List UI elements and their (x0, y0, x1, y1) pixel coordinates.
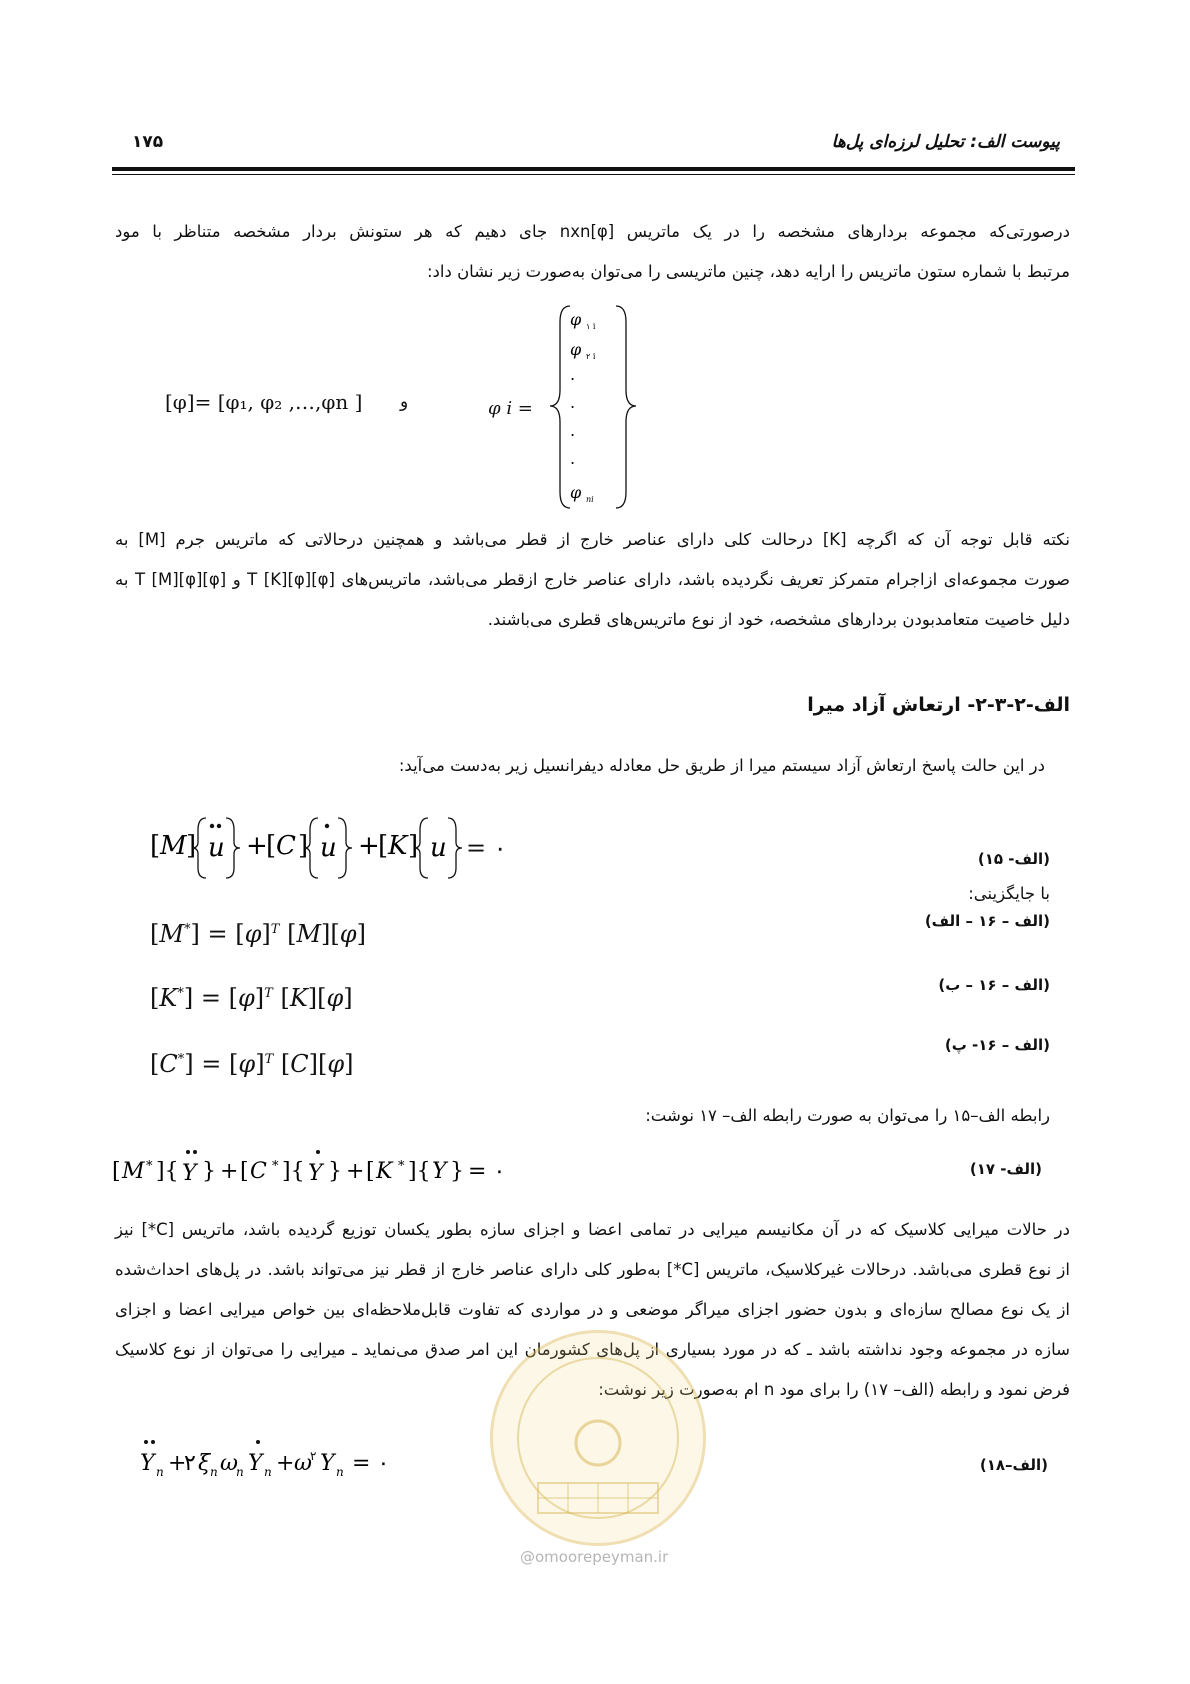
transition-text: رابطه الف–۱۵ را می‌توان به صورت رابطه الف– ۱۷ نوشت: (645, 1106, 1050, 1125)
paragraph-line: از یک نوع مصالح سازه‌ای و بدون حضور اجزای میراگر موضعی و در مواردی که تفاوت قابل‌ملاحظه‌ای بین خواص میرایی اعضا و اجزای (115, 1300, 1070, 1319)
equation-15 (150, 808, 480, 884)
svg-text:Y: Y (320, 1451, 335, 1476)
substitution-label: با جایگزینی: (968, 884, 1050, 903)
svg-text:Y: Y (432, 1159, 447, 1184)
paragraph-line: فرض نمود و رابطه (الف– ۱۷) را برای مود n ام به‌صورت زیر نوشت: (598, 1380, 1070, 1399)
paragraph-line: درصورتی‌که مجموعه بردارهای مشخصه را در یک ماتریس [φ]nxn جای دهیم که هر ستونش بردار مشخصه متناظر با مود (115, 222, 1070, 241)
svg-text:]: ] (186, 831, 197, 861)
equation-16a: $[M^*] = [\varphi]^T$ [M][φ] (150, 920, 366, 948)
svg-text:۲: ۲ (184, 1451, 196, 1476)
svg-text:+: + (346, 1159, 365, 1184)
svg-text:+: + (168, 1451, 187, 1476)
vector-entry: φ (570, 340, 582, 359)
equation-number: (الف – ۱۶ – الف) (924, 912, 1050, 930)
paragraph-diagonal-note (115, 520, 1070, 640)
svg-text:u: u (208, 833, 225, 863)
svg-text:ξ: ξ (198, 1451, 211, 1476)
svg-text:[: [ (112, 1159, 121, 1184)
svg-text:[: [ (366, 1159, 375, 1184)
svg-text:*: * (272, 1159, 279, 1174)
paragraph-line: مرتبط با شماره ستون ماتریس را ارایه دهد، چنین ماتریسی را می‌توان به‌صورت زیر نشان داد: (426, 262, 1070, 281)
svg-text:u: u (320, 833, 337, 863)
phi-i-vector (548, 302, 638, 512)
equation-number: (الف- ۱۷) (969, 1160, 1042, 1178)
paragraph-line: سازه در مجموعه وجود نداشته باشد ـ که در مورد بسیاری از پل‌های کشورمان این امر صدق می‌نماید ـ میرایی را می‌توان از نوع کلاسیک (115, 1340, 1070, 1359)
equation-number: (الف- ۱۵) (977, 850, 1050, 868)
paragraph-line: نکته قابل توجه آن که اگرچه [K] درحالت کلی دارای عناصر خارج از قطر می‌باشد و همچنین درحالاتی که ماتریس جرم [M] به (115, 530, 1071, 549)
header-rule-thick (112, 167, 1075, 171)
paragraph-line: صورت مجموعه‌ای ازاجرام متمرکز تعریف نگردیده باشد، دارای عناصر خارج ازقطر می‌باشد، ماتریس‌های [φ]T [K][φ] و [φ]T [M][φ] به (115, 570, 1070, 589)
watermark-url: @omoorepeyman.ir (520, 1548, 669, 1566)
vector-dot: . (570, 421, 576, 440)
svg-text:*: * (146, 1159, 153, 1174)
svg-text:[: [ (378, 831, 389, 861)
paragraph-eigenvector-intro (115, 212, 1070, 292)
watermark-logo (490, 1330, 706, 1546)
connector-and: و (400, 392, 409, 412)
watermark-emblem (493, 1333, 703, 1543)
svg-text:+: + (246, 831, 268, 861)
svg-text:Y: Y (248, 1451, 263, 1476)
svg-text:]: ] (408, 831, 419, 861)
right-curly-brace (616, 306, 636, 508)
svg-text:ω: ω (294, 1451, 312, 1476)
svg-text:*: * (398, 1159, 405, 1174)
vector-entry-sub: ۲ i (586, 352, 596, 361)
svg-text:Y: Y (140, 1451, 155, 1476)
svg-text:= ٠: = ٠ (468, 1159, 506, 1184)
page-number: ۱۷۵ (132, 132, 164, 152)
svg-text:۲: ۲ (310, 1449, 317, 1463)
svg-text:K: K (376, 1159, 393, 1184)
equation-16b: $[K^*] = [\varphi]^T$ [K][φ] (150, 984, 353, 1012)
svg-text:Y: Y (182, 1161, 197, 1186)
svg-text:u: u (430, 833, 447, 863)
section-heading: الف-۲-۳-۲- ارتعاش آزاد میرا (807, 694, 1070, 716)
vector-entry-sub: ۱ i (586, 322, 596, 331)
svg-text:+: + (276, 1451, 295, 1476)
vector-dot: . (570, 393, 576, 412)
svg-text:K: K (388, 831, 408, 861)
svg-text:n: n (336, 1465, 344, 1479)
paragraph-damped-intro: در این حالت پاسخ ارتعاش آزاد سیستم میرا از طریق حل معادله دیفرانسیل زیر به‌دست می‌آید: (398, 756, 1045, 775)
svg-text:Y: Y (308, 1161, 323, 1186)
vector-entry-sub: ni (586, 495, 594, 504)
svg-text:]: ] (298, 831, 309, 861)
running-header-title: پیوست الف: تحلیل لرزه‌ای پل‌ها (831, 132, 1060, 152)
svg-text:ω: ω (220, 1451, 238, 1476)
vector-dot: . (570, 365, 576, 384)
equation-15-rhs: = ٠ (466, 834, 507, 862)
paragraph-line: از نوع قطری می‌باشد. درحالات غیرکلاسیک، ماتریس [C*] به‌طور کلی دارای عناصر خارج از قطر نیز می‌تواند باشد. در پل‌های احداث‌شده (115, 1260, 1070, 1279)
vector-entry: φ (570, 310, 582, 329)
phi-i-label: φ i = (488, 398, 533, 419)
vector-entry: φ (570, 483, 582, 502)
left-curly-brace (550, 306, 570, 508)
header-rule-thin (112, 174, 1075, 175)
svg-text:n: n (210, 1465, 218, 1479)
equation-17 (112, 1138, 532, 1194)
equation-number: (الف–۱۸) (979, 1456, 1048, 1474)
svg-text:C: C (250, 1159, 267, 1184)
phi-matrix-definition: [φ]= [φ₁, φ₂ ,…,φn ] (165, 390, 363, 414)
svg-text:n: n (236, 1465, 244, 1479)
svg-text:n: n (264, 1465, 272, 1479)
paragraph-line: در حالات میرایی کلاسیک که در آن مکانیسم میرایی در تمامی اعضا و اجزای سازه بطور یکسان توزیع گردیده باشد، ماتریس [C*] نیز (115, 1220, 1070, 1239)
vector-dot: . (570, 449, 576, 468)
svg-text:[: [ (240, 1159, 249, 1184)
equation-16c: $[C^*] = [\varphi]^T$ [C][φ] (150, 1050, 354, 1078)
paragraph-line: دلیل خاصیت متعامدبودن بردارهای مشخصه، خود از نوع ماتریس‌های قطری می‌باشند. (487, 610, 1070, 629)
equation-number: (الف – ۱۶- پ) (944, 1036, 1050, 1054)
svg-text:}: } (328, 1159, 342, 1184)
svg-text:+: + (358, 831, 380, 861)
svg-text:]{: ]{ (282, 1159, 305, 1184)
svg-text:n: n (156, 1465, 164, 1479)
svg-text:C: C (276, 831, 296, 861)
svg-text:= ٠: = ٠ (352, 1451, 390, 1476)
svg-text:}: } (202, 1159, 216, 1184)
svg-text:M: M (122, 1159, 145, 1184)
equation-number: (الف – ۱۶ – ب) (938, 976, 1050, 994)
svg-text:+: + (220, 1159, 239, 1184)
svg-text:}: } (450, 1159, 464, 1184)
equation-18 (140, 1430, 400, 1486)
svg-text:M: M (160, 831, 187, 861)
svg-text:]{: ]{ (408, 1159, 431, 1184)
svg-text:[: [ (266, 831, 277, 861)
svg-text:[: [ (150, 831, 161, 861)
svg-text:]{: ]{ (156, 1159, 179, 1184)
